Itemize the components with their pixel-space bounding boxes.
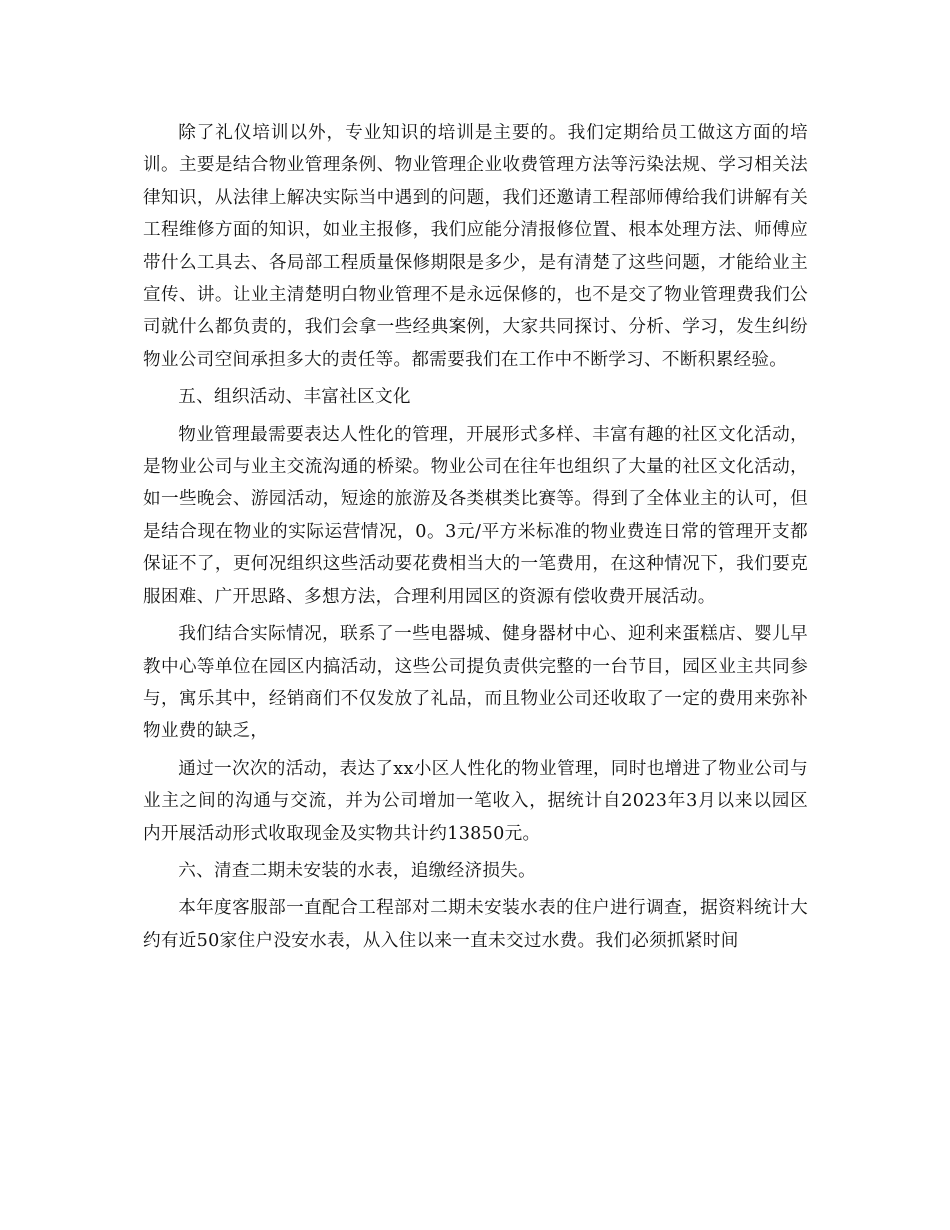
document-body <box>143 117 808 962</box>
paragraph-water-meter-survey: 本年度客服部一直配合工程部对二期未安装水表的住户进行调查，据资料统计大约有近50家住户没安水表，从入住以来一直未交过水费。我们必须抓紧时间 <box>143 898 808 951</box>
section-heading-community-culture: 五、组织活动、丰富社区文化 <box>178 387 411 408</box>
paragraph-community-activities: 物业管理最需要表达人性化的管理，开展形式多样、丰富有趣的社区文化活动，是物业公司与业主交流沟通的桥梁。物业公司在往年也组织了大量的社区文化活动，如一些晚会、游园活动，短途的旅游及各类棋类比赛等。得到了全体业主的认可，但是结合现在物业的实际运营情况，0。3元/平方米标准的物业费连日常的管理开支都保证不了，更何况组织这些活动要花费相当大的一笔费用，在这种情况下，我们要克服困难、广开思路、多想方法，合理利用园区的资源有偿收费开展活动。 <box>143 424 808 607</box>
paragraph-partner-activities: 我们结合实际情况，联系了一些电器城、健身器材中心、迎利来蛋糕店、婴儿早教中心等单位在园区内搞活动，这些公司提负责供完整的一台节目，园区业主共同参与，寓乐其中，经销商们不仅发放了礼品，而且物业公司还收取了一定的费用来弥补物业费的缺乏， <box>143 624 808 742</box>
paragraph-training: 除了礼仪培训以外，专业知识的培训是主要的。我们定期给员工做这方面的培训。主要是结合物业管理条例、物业管理企业收费管理方法等污染法规、学习相关法律知识，从法律上解决实际当中遇到的问题，我们还邀请工程部师傅给我们讲解有关工程维修方面的知识，如业主报修，我们应能分清报修位置、根本处理方法、师傅应带什么工具去、各局部工程质量保修期限是多少，是有清楚了这些问题，才能给业主宣传、讲。让业主清楚明白物业管理不是永远保修的，也不是交了物业管理费我们公司就什么都负责的，我们会拿一些经典案例，大家共同探讨、分析、学习，发生纠纷物业公司空间承担多大的责任等。都需要我们在工作中不断学习、不断积累经验。 <box>143 123 808 370</box>
section-heading-water-meters: 六、清查二期未安装的水表，追缴经济损失。 <box>178 860 537 881</box>
paragraph-activity-results: 通过一次次的活动，表达了xx小区人性化的物业管理，同时也增进了物业公司与业主之间的沟通与交流，并为公司增加一笔收入，据统计自2023年3月以来以园区内开展活动形式收取现金及实物共计约13850元。 <box>143 758 808 844</box>
